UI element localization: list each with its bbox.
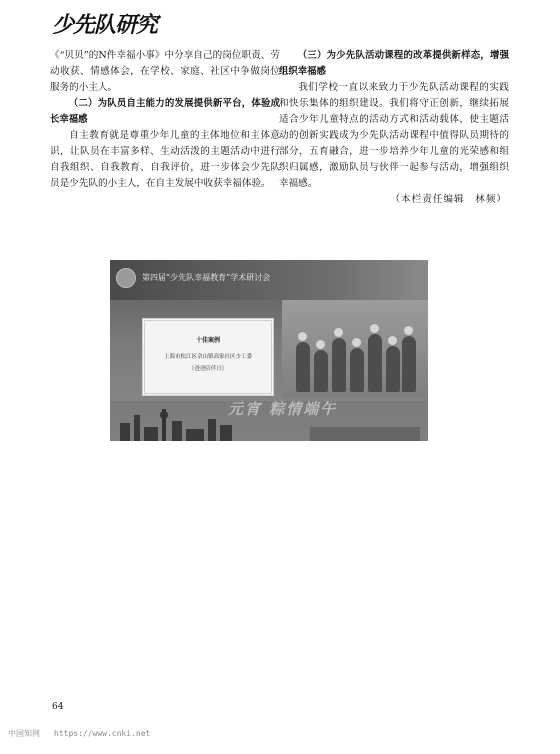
- paragraph: 我们学校一直以来致力于少先队活动课程的实践和快乐集体的组织建设。我们将守正创新，继续拓展适合少年儿童特点的活动方式和活动载体，使主题活动的创新实践成为少先队活动课程中值得队员期待的部分，五育融合，进一步培养少年儿童的光荣感和组织归属感，激励队员与伙伴一起参与活动，增强组织幸福感。: [279, 82, 509, 189]
- banner-title: 第四届“少先队幸福教育”学术研讨会: [142, 273, 271, 282]
- city-skyline-graphic: [110, 401, 428, 441]
- section-heading: （三）为少先队活动课程的改革提供新样态，增强组织幸福感: [279, 50, 509, 77]
- festival-slogan: 元宵 粽情端午: [228, 400, 338, 418]
- award-card-organization: 上海市松江区佘山镇高家社区少工委: [163, 354, 252, 360]
- source-footer: [8, 728, 150, 739]
- editor-credit: （本栏责任编辑 林频）: [390, 194, 507, 205]
- right-column: [279, 48, 509, 208]
- left-column: [50, 48, 280, 192]
- award-card-title: 十佳案例: [195, 337, 220, 344]
- event-banner: [110, 260, 428, 300]
- award-card: [142, 318, 274, 396]
- group-people: [290, 312, 420, 398]
- source-url[interactable]: https://www.cnki.net: [54, 729, 151, 738]
- source-site: 中国知网: [8, 729, 40, 738]
- pioneer-emblem-icon: [116, 268, 136, 288]
- page-number: 64: [52, 702, 64, 712]
- paragraph: 《“贝贝”的N件幸福小事》中分享自己的岗位职责、劳动收获、情感体会，在学校、家庭、社区中争做岗位服务的小主人。: [50, 50, 280, 93]
- section-heading: （二）为队员自主能力的发展提供新平台，体验成长幸福感: [50, 98, 280, 125]
- event-photo: [110, 260, 428, 441]
- paragraph: 自主教育就是尊重少年儿童的主体地位和主体意识，让队员在丰富多样、生动活泼的主题活动中进行自我组织、自我教育、自我评价，进一步体会少先队员是少先队的小主人，在自主发展中收获幸福体验。: [50, 130, 280, 189]
- journal-logo: 少先队研究: [52, 12, 158, 38]
- award-card-case-name: 《爸爸陪伴日》: [188, 366, 228, 372]
